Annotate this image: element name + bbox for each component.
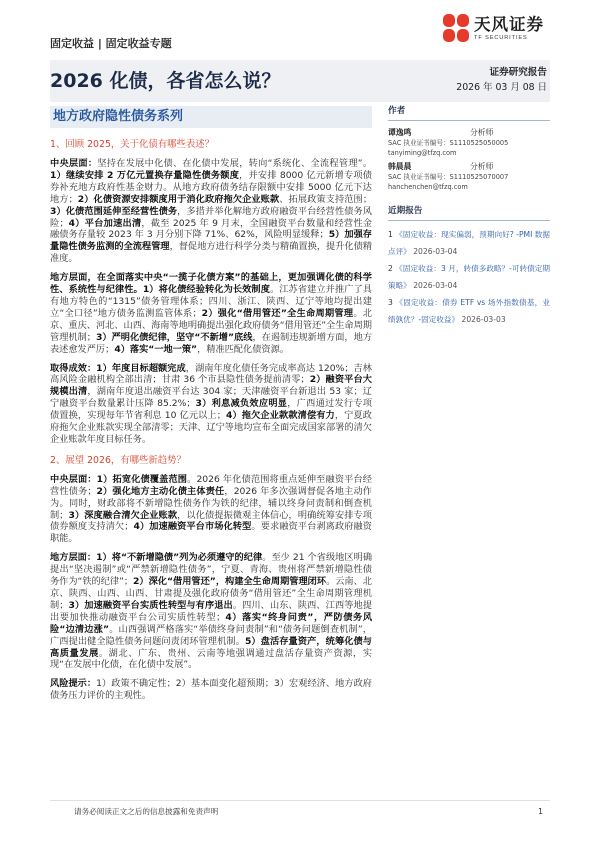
body-text: ，广西通过发行专项债置换，实现每年节省利息 10 亿元以上； — [50, 398, 373, 422]
body-paragraph — [50, 678, 372, 702]
bold-text: 4）加速融资平台市场化转型 — [133, 521, 252, 533]
body-paragraph — [50, 363, 372, 446]
bold-text: 2）深化“借用管还”，构建全生命周期管理闭环 — [133, 576, 327, 588]
author-card — [388, 127, 550, 158]
report-date: 2026 年 03 月 08 日 — [456, 82, 547, 93]
bold-text: 3）严明化债纪律，坚守“不新增”底线 — [95, 331, 253, 343]
bold-text: 地方层面，在全面落实中央“一揽子化债方案”的基础上，更加强调化债的科学性、系统性与纪律性。1）将化债经验转化为长效制度 — [50, 272, 372, 296]
body-text: 。北京、重庆、河北、山西、海南等地明确提出强化政府债务“借用管还”全生命周期管理机制； — [50, 307, 372, 343]
body-text: 。要求融资平台剥离政府融资职能。 — [50, 521, 372, 545]
author-email-link[interactable]: tanyiming@tfzq.com — [388, 149, 457, 157]
bold-text: 2）化债资源安排额度用于消化政府拖欠企业账款 — [77, 193, 280, 205]
body-paragraph — [50, 158, 372, 265]
breadcrumb: 固定收益 | 固定收益专题 — [50, 37, 172, 50]
brand-logo — [443, 11, 553, 45]
report-meta — [456, 65, 547, 96]
bold-text: 取得成效：1）年度目标超额完成 — [50, 362, 186, 374]
bold-text: 4）落实“终身问责”，严防债务风险“边清边涨” — [50, 611, 373, 635]
author-name-row — [388, 161, 550, 172]
recent-report-link[interactable]: 《固定收益：3 月，转债多政略？-可转债定期策略》 — [388, 264, 550, 290]
brand-name-en: TF SECURITIES — [474, 34, 528, 41]
body-text: ，督促地方进行科学分类与精确置换，提升化债精准度。 — [50, 241, 373, 265]
authors-heading: 作者 — [388, 104, 550, 121]
body-text: 1）政策不确定性；2）基本面变化超预期；3）宏观经济、地方政府债务压力评价的主观性。 — [50, 678, 372, 702]
tf-logo-icon — [443, 14, 469, 42]
body-text: ，2026 年多次强调督促各地主动作为。同时，财政部将不新增隐性债务作为铁的纪律，辅以终身问责制和倒查机制； — [50, 485, 372, 521]
body-text: 、拓展政策支持范围； — [279, 193, 373, 205]
recent-report-item — [388, 261, 550, 294]
author-sac-number: SAC 执业证书编号：S1110525070007 — [388, 173, 509, 181]
section-heading: 2、展望 2026，有哪些新趋势？ — [50, 454, 186, 466]
logo-petal — [457, 29, 469, 42]
body-text: ，并安排 8000 亿元新增专项债券补充地方政府性基金财力。从地方政府债务结存限额中安排 5000 亿元下达地方； — [50, 169, 372, 205]
body-paragraph — [50, 272, 372, 355]
bold-text: 3）加速融资平台实质性转型与有序退出 — [68, 599, 233, 611]
disclaimer-text: 请务必阅读正文之后的信息披露和免责声明 — [74, 807, 219, 816]
recent-report-item — [388, 295, 550, 328]
body-text: ，多措并举化解地方政府融资平台经营性债务风险； — [50, 205, 372, 229]
body-text: 。至少 21 个省级地区明确提出“坚决遏制”或“严禁新增隐性债务”，宁夏、青海、贵州将严禁新增隐性债务作为“铁的纪律”； — [50, 552, 373, 588]
body-paragraph — [50, 552, 372, 671]
bold-text: 中央层面： — [50, 158, 98, 169]
bold-text: 5）盘活存量资产，统筹化债与高质量发展 — [50, 635, 372, 659]
report-type-label: 证券研究报告 — [489, 67, 547, 78]
recent-report-link[interactable]: 《固定收益：债券 ETF vs 场外指数债基，业绩孰优？-固定收益》 — [388, 298, 551, 324]
bold-text: 4）平台加速出清 — [68, 217, 142, 229]
body-text: ，宁夏政府拖欠企业账款实现全部清零；天津、辽宁等地均宣布全面完成国家部署的清欠企业账款年度目标任务。 — [50, 410, 372, 445]
bold-text: 2）强化地方主动化债主体责任 — [96, 485, 225, 497]
author-role: 分析师 — [470, 128, 494, 137]
page-number: 1 — [538, 807, 543, 816]
recent-report-date: 2026-03-03 — [461, 314, 506, 324]
main-column — [50, 137, 372, 709]
recent-report-number: 2 — [388, 264, 393, 273]
recent-report-number: 3 — [388, 298, 393, 307]
bold-text: 5）加强存量隐性债务监测的全流程管理 — [50, 229, 372, 253]
body-text: 。江苏省建立并推广了具有地方特色的“1315”债务管理体系；四川、浙江、陕西、辽宁等地均提出建立“全口径”地方债务监测监管体系； — [50, 284, 372, 319]
bold-text: 中央层面：1）拓宽化债覆盖范围 — [50, 473, 188, 485]
brand-name: 天风证券 — [474, 14, 544, 34]
body-text: 坚持在发展中化债、在化债中发展，转向“系统化、全流程管理”。 — [97, 158, 372, 169]
body-text: ，截至 2025 年 9 月末，全国融资平台数量和经营性金融债务存量较 2023 年 3 月分别下降 71%、62%，风险明显缓释； — [50, 217, 372, 241]
recent-report-number: 1 — [388, 230, 393, 239]
series-band — [50, 106, 372, 128]
footer — [50, 806, 550, 820]
bold-text: 2）融资平台大规模出清 — [50, 374, 372, 398]
body-text: 。湖北、广东、贵州、云南等地强调通过盘活存量资产资源，实现“在发展中化债，在化债中发展”。 — [50, 647, 373, 671]
recent-reports-heading: 近期报告 — [388, 204, 550, 221]
body-text: 。2026 年化债范围将重点延伸至融资平台经营性债务； — [50, 473, 372, 497]
sidebar — [388, 104, 550, 329]
body-paragraph — [50, 474, 372, 545]
author-email-link[interactable]: hanchenchen@tfzq.com — [388, 183, 468, 191]
bold-text: 2）强化“借用管还”全生命周期管理 — [201, 307, 354, 319]
brand-wordmark — [474, 15, 544, 42]
bold-text: 4）拖欠企业款款清偿有力 — [225, 410, 335, 422]
author-sac-number: SAC 执业证书编号：S1110525050005 — [388, 139, 509, 147]
recent-report-list — [388, 227, 550, 328]
recent-report-date: 2026-03-04 — [413, 246, 458, 256]
author-name: 韩晨晨 — [388, 162, 412, 171]
author-name-row — [388, 127, 550, 138]
author-card — [388, 161, 550, 192]
bold-text: 4）落实“一地一策” — [114, 343, 198, 355]
logo-petal — [443, 29, 455, 42]
body-text: ，以化债提振微观主体信心，明确统筹安排专项债券额度支持清欠； — [50, 509, 373, 533]
title-band — [50, 60, 550, 102]
author-list — [388, 127, 550, 192]
footer-divider — [50, 800, 550, 801]
logo-petal — [457, 14, 469, 27]
bold-text: 1）继续安排 2 万亿元置换存量隐性债务额度 — [50, 169, 240, 181]
body-text: ，精准匹配化债资源。 — [197, 343, 289, 355]
recent-report-date: 2026-03-04 — [413, 280, 458, 290]
author-role: 分析师 — [470, 162, 494, 171]
body-text: 。四川、山东、陕西、江西等地提出要加快推动融资平台公司实质性转型； — [50, 599, 373, 623]
bold-text: 3）深度融合清欠企业账款 — [68, 509, 178, 521]
body-text: ，在遏制违规新增方面，地方表述愈发严厉； — [50, 331, 373, 355]
body-text: ，湖南年度化债任务完成率高达 120%；吉林高风险金融机构全部出清；甘肃 36 个市县隐性债务提前清零； — [50, 362, 372, 386]
bold-text: 风险提示： — [50, 678, 97, 690]
body-text: ，湖南年度退出融资平台达 304 家；天津融资平台新退出 53 家；辽宁融资平台数量累计压降 85.2%； — [50, 386, 372, 410]
section-heading: 1、回顾 2025，关于化债有哪些表述？ — [50, 139, 215, 150]
logo-petal — [443, 14, 455, 27]
body-text: 。山西强调严格落实“举债终身问责制”和“债务问题倒查机制”，广西提出健全隐性债务问题问责闭环管理机制。 — [50, 623, 372, 647]
bold-text: 3）利息减负效应明显 — [195, 398, 288, 410]
series-title: 地方政府隐性债务系列 — [53, 109, 184, 124]
bold-text: 地方层面：1）将“不新增隐债”列为必须遵守的纪律 — [50, 552, 263, 564]
bold-text: 3）化债范围延伸至经营性债务 — [50, 205, 178, 217]
recent-report-link[interactable]: 《固定收益：现实偏弱，预期向好? -PMI 数据点评》 — [388, 230, 550, 256]
author-name: 谭逸鸣 — [388, 128, 412, 137]
page-title: 2026 化债，各省怎么说？ — [50, 70, 281, 92]
recent-report-item — [388, 227, 550, 260]
body-text: 。云南、北京、陕西、山西、山西、甘肃提及强化政府债务“借用管还”全生命周期管理机制； — [50, 576, 372, 611]
